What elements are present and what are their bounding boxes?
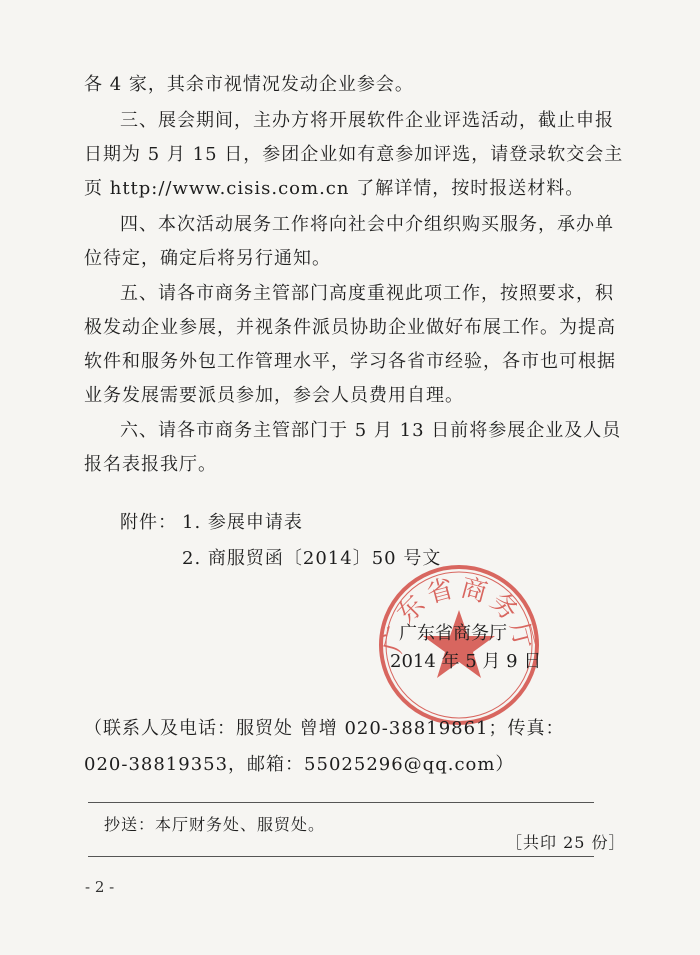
paragraph-line: 四、本次活动展务工作将向社会中介组织购买服务，承办单 [120, 214, 614, 235]
cc-line: 抄送：本厅财务处、服贸处。 [104, 815, 326, 834]
divider-bottom [88, 856, 594, 857]
paragraph-line: 三、展会期间，主办方将开展软件企业评选活动，截止申报 [120, 110, 614, 131]
contact-line-2: 020-38819353，邮箱：55025296@qq.com） [84, 754, 515, 775]
svg-text:广东省商务厅: 广东省商务厅 [377, 572, 541, 657]
paragraph-line: 日期为 5 月 15 日，参团企业如有意参加评选，请登录软交会主 [84, 144, 624, 165]
paragraph-line: 六、请各市商务主管部门于 5 月 13 日前将参展企业及人员 [120, 420, 622, 441]
signature-date: 2014 年 5 月 9 日 [390, 651, 542, 672]
copies-count: ［共印 25 份］ [506, 833, 626, 852]
contact-line-1: （联系人及电话：服贸处 曾增 020-38819861；传真： [84, 718, 565, 739]
paragraph-line: 五、请各市商务主管部门高度重视此项工作，按照要求，积 [120, 283, 614, 304]
paragraph-line: 各 4 家，其余市视情况发动企业参会。 [84, 74, 414, 95]
paragraph-line: 业务发展需要派员参加，参会人员费用自理。 [84, 385, 464, 406]
paragraph-line: 极发动企业参展，并视条件派员协助企业做好布展工作。为提高 [84, 317, 616, 338]
paragraph-line: 页 http://www.cisis.com.cn 了解详情，按时报送材料。 [84, 178, 585, 199]
paragraph-line: 软件和服务外包工作管理水平，学习各省市经验，各市也可根据 [84, 351, 616, 372]
divider-top [88, 802, 594, 803]
signature-org: 广东省商务厅 [399, 623, 507, 644]
page-number: - 2 - [85, 878, 115, 896]
paragraph-line: 位待定，确定后将另行通知。 [84, 248, 331, 269]
attachments-label: 附件： [120, 512, 177, 533]
attachment-item-2: 2. 商服贸函〔2014〕50 号文 [182, 548, 442, 569]
attachment-item-1: 1. 参展申请表 [182, 512, 303, 533]
paragraph-line: 报名表报我厅。 [84, 454, 217, 475]
